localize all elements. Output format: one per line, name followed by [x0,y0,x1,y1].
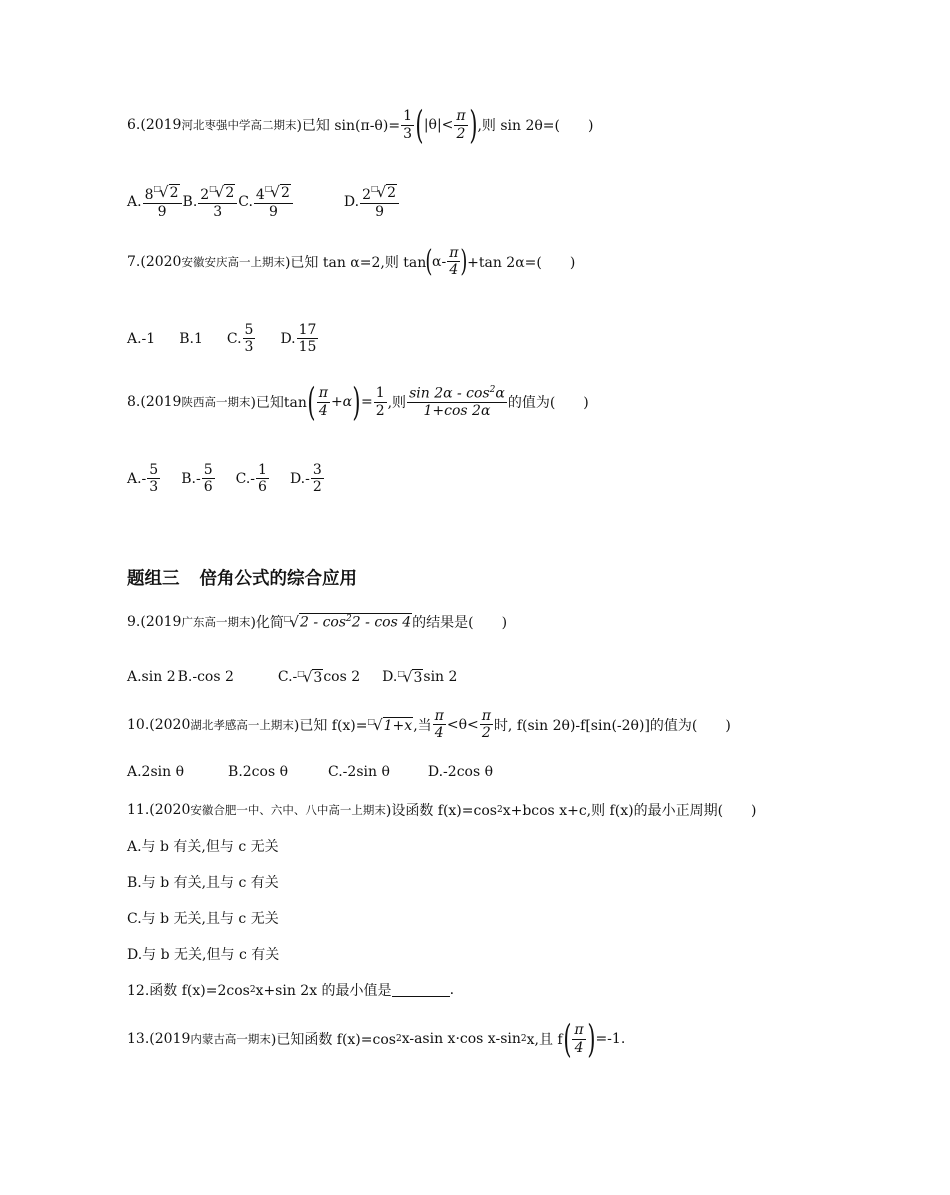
q9-pre: )化简 [250,615,284,631]
q13-source: 内蒙古高一期末 [190,1032,271,1046]
option-a-value: $\frac{5}{3}$ [149,462,159,496]
q6-condition: |θ|< [423,117,454,133]
option-d-label: D. [382,669,398,685]
q8-then: ,则 [387,395,407,411]
q7-pi-over-4: $\frac{\pi}{4}$ [449,245,459,279]
q12-pre: 12.函数 f(x)=2cos [127,983,250,999]
question-8-options [127,462,910,495]
question-13: 13.(2019 内蒙古高一期末 )已知函数 f(x)=cos 2 x-asin x·cos x-sin 2 x,且 f ( $\frac{\pi}{4}$ ) =-1. [127,1017,626,1061]
option-a-label: A. [127,194,142,211]
option-b: B.2cos θ [228,764,289,780]
section-title: 倍角公式的综合应用 [199,569,357,589]
q13-mid: x-asin x·cos x-sin [401,1031,521,1047]
q8-equals: = [360,394,373,410]
q6-pre: )已知 sin(π-θ)= [296,118,401,134]
option-a: A.sin 2 [127,669,176,685]
question-11-option-c: C.与 b 无关,且与 c 无关 [127,911,279,927]
option-d-value: $\frac{17}{15}$ [298,322,317,356]
option-c-label: C. [238,194,253,211]
q9-label: 9.(2019 [127,614,182,630]
q6-label: 6.(2019 [127,117,182,133]
question-9 [127,612,910,632]
option-d: D.-2cos θ [427,764,494,780]
option-d-value: 2 □ √ 2 9 [360,184,399,220]
q6-pi-over-2: $\frac{\pi}{2}$ [456,108,466,142]
q9-radical: □ √ $2 - \cos^22$ - cos 4 [283,613,412,631]
q8-half: $\frac{1}{2}$ [375,385,385,419]
q8-post: 的值为( ) [507,395,589,411]
q6-right-paren: ) [468,103,478,147]
question-12: 12.函数 f(x)=2cos 2 x+sin 2x 的最小值是 . [127,982,455,999]
question-11-option-d: D.与 b 无关,但与 c 有关 [127,947,280,963]
q8-source: 陕西高一期末 [181,395,251,409]
q13-right-paren: ) [586,1017,596,1061]
q8-pre: )已知tan [250,395,307,411]
q11-label: 11.(2020 [127,802,191,818]
answer-blank[interactable] [392,984,450,997]
option-b: B.-cos 2 [177,669,234,685]
q6-post: ,则 sin 2θ=( ) [477,118,594,134]
q11-pre: )设函数 f(x)=cos [385,803,497,819]
option-d-label: D. [280,330,296,347]
q8-pi-over-4: $\frac{\pi}{4}$ [318,385,328,419]
q10-radical: □ √ 1+x [367,715,413,734]
q7-post: +tan 2α=( ) [467,254,576,271]
option-d-label: D.- [289,470,310,487]
option-d-label: D. [343,194,360,211]
q13-post: x,且 f [526,1032,563,1048]
q10-pi-over-2: $\frac{\pi}{2}$ [481,708,491,742]
option-b-value: $\frac{5}{6}$ [203,462,213,496]
q8-label: 8.(2019 [127,394,182,410]
question-8 [127,380,910,424]
q13-pre: )已知函数 f(x)=cos [270,1032,396,1048]
q10-label: 10.(2020 [127,716,191,733]
option-c-label: C. [226,330,242,347]
q7-inner: α- [432,253,447,270]
section-number: 题组三 [127,569,180,589]
question-11-option-a: A.与 b 有关,但与 c 无关 [127,839,279,855]
option-b-label: B.- [181,470,201,487]
q13-label: 13.(2019 [127,1031,191,1047]
option-b-value: 2 □ √ 2 3 [198,184,237,220]
q13-end: =-1. [595,1031,626,1047]
q7-left-paren: ( [425,243,433,279]
option-c: C.-2sin θ [328,764,390,780]
question-11-option-b: B.与 b 有关,且与 c 有关 [127,875,279,891]
q10-source: 湖北孝感高一上期末 [190,717,294,732]
q9-source: 广东高一期末 [181,615,251,629]
q8-right-paren: ) [352,380,361,424]
option-d-value: $\frac{3}{2}$ [312,462,322,496]
question-6 [127,103,910,147]
q6-left-paren: ( [415,103,424,147]
q10-mid: ,当 [413,717,432,734]
q10-post: 时, f(sin 2θ)-f[sin(-2θ)]的值为( ) [493,717,731,734]
q8-left-paren: ( [307,380,316,424]
option-c-value: $\frac{1}{6}$ [258,462,267,496]
option-c-radical: □ √ 3 [297,668,323,686]
q7-pre: )已知 tan α=2,则 tan [284,254,427,271]
question-10 [127,708,910,741]
q7-source: 安徽安庆高一上期末 [181,254,285,269]
q10-pre: )已知 f(x)= [293,717,368,734]
question-11: 11.(2020 安徽合肥一中、六中、八中高一上期末 )设函数 f(x)=cos 2 x+bcos x+c,则 f(x)的最小正周期( ) [127,802,757,819]
q9-post: 的结果是( ) [412,615,508,631]
option-b: B.1 [179,330,203,347]
question-6-options [127,184,910,220]
option-a: A.2sin θ [127,764,185,780]
q8-plus-alpha: +α [330,394,353,410]
q10-pi-over-4: $\frac{\pi}{4}$ [434,708,444,742]
option-c-value: $\frac{5}{3}$ [244,322,254,356]
question-10-options [127,764,910,780]
question-9-options [127,668,910,686]
q6-source: 河北枣强中学高二期末 [181,118,297,132]
q11-post: x+bcos x+c,则 f(x)的最小正周期( ) [502,803,757,819]
q6-fraction: $\frac{1}{3}$ [403,108,412,142]
option-b-label: B. [182,194,198,211]
q13-left-paren: ( [562,1017,572,1061]
q8-expression: $\frac{\sin 2\alpha - \cos^2\alpha}{1+\cos 2\alpha}$ [409,385,505,419]
option-c-label: C.- [277,669,298,685]
option-d-tail: sin 2 [423,669,458,685]
option-c-tail: cos 2 [323,669,361,685]
q11-source: 安徽合肥一中、六中、八中高一上期末 [190,803,386,817]
section-heading [127,565,357,590]
option-a-value: 8 □ √ 2 9 [143,184,182,220]
option-c-value: 4 □ √ 2 9 [254,184,293,220]
q7-right-paren: ) [460,243,468,279]
option-a-label: A.- [127,470,147,487]
question-7 [127,245,910,278]
q12-post: x+sin 2x 的最小值是 [255,983,392,999]
q13-pi-over-4: $\frac{\pi}{4}$ [574,1022,584,1056]
q7-label: 7.(2020 [127,253,182,270]
q10-inequality: <θ< [446,716,479,733]
question-7-options [127,322,910,355]
option-c-label: C.- [235,470,256,487]
option-a: A.-1 [127,330,156,347]
option-d-radical: □ √ 3 [397,668,423,686]
